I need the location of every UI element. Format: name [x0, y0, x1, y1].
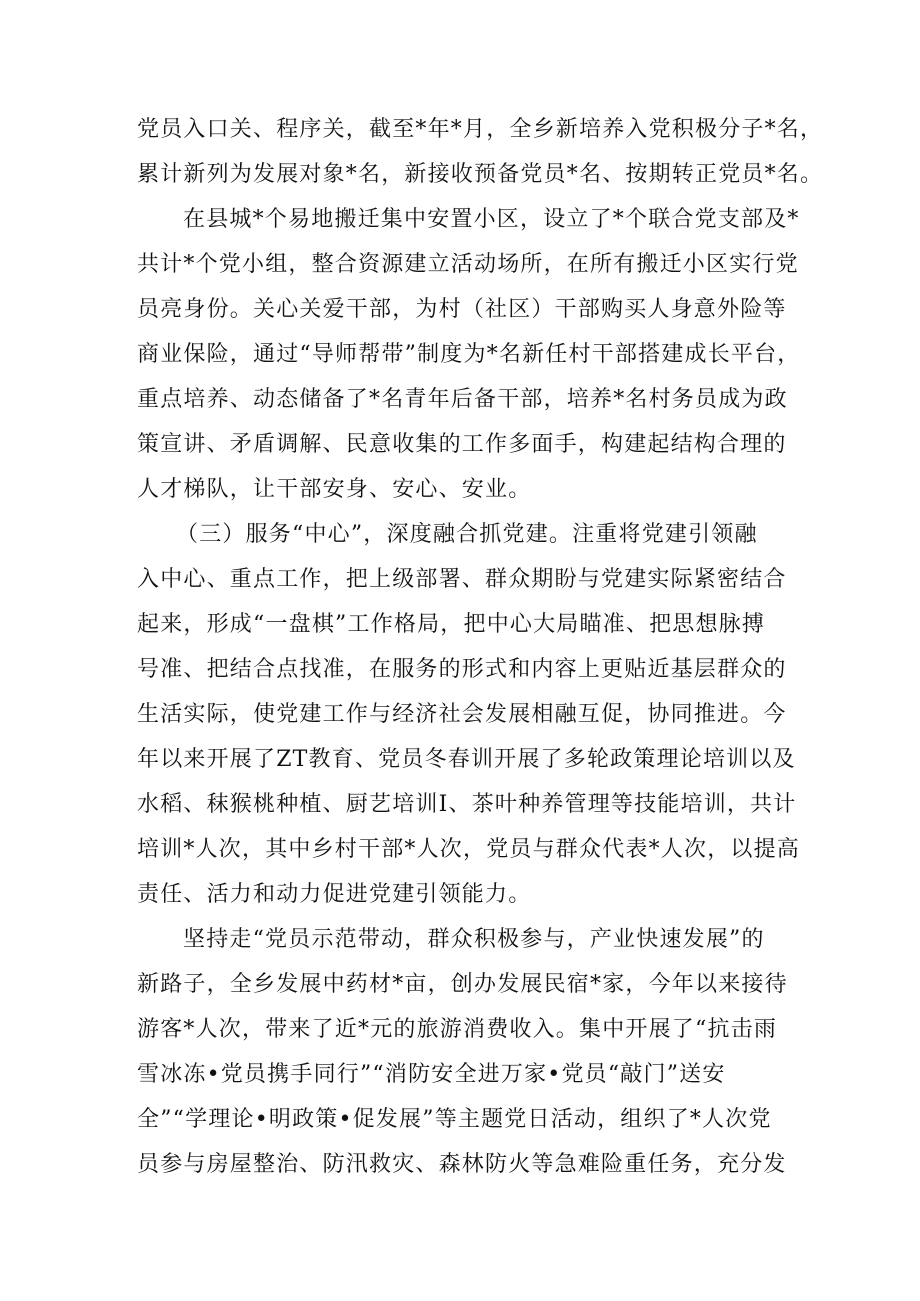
text-line: 坚持走“党员示范带动，群众积极参与，产业快速发展”的 [183, 927, 765, 952]
text-line: 员亮身份。关心关爱干部，为村（社区）干部购买人身意外险等 [137, 297, 787, 322]
text-line: 生活实际，使党建工作与经济社会发展相融互促，协同推进。今 [137, 702, 787, 727]
text-line: 党员入口关、程序关，截至*年*月，全乡新培养入党积极分子*名， [137, 117, 824, 142]
text-line: 年以来开展了ZT教育、党员冬春训开展了多轮政策理论培训以及 [137, 747, 796, 772]
text-line: 起来，形成“一盘棋”工作格局，把中心大局瞄准、把思想脉搏 [137, 612, 766, 637]
text-line: 员参与房屋整治、防汛救灾、森林防火等急难险重任务，充分发 [137, 1152, 787, 1177]
text-line: 培训*人次，其中乡村干部*人次，党员与群众代表*人次，以提高 [137, 837, 801, 862]
text-line: 入中心、重点工作，把上级部署、群众期盼与党建实际紧密结合 [137, 567, 787, 592]
text-line: 重点培养、动态储备了*名青年后备干部，培养*名村务员成为政 [137, 387, 788, 412]
text-line: 号准、把结合点找准，在服务的形式和内容上更贴近基层群众的 [137, 657, 787, 682]
text-line: 雪冰冻•党员携手同行”“消防安全进万家•党员“敲门”送安 [137, 1062, 726, 1087]
section-heading-line: （三）服务“中心”，深度融合抓党建。注重将党建引领融 [176, 522, 758, 547]
text-line: 策宣讲、矛盾调解、民意收集的工作多面手，构建起结构合理的 [137, 432, 787, 457]
text-line: 人才梯队，让干部安身、安心、安业。 [137, 477, 532, 502]
text-line: 责任、活力和动力促进党建引领能力。 [137, 882, 532, 907]
text-line: 商业保险，通过“导师帮带”制度为*名新任村干部搭建成长平台， [137, 342, 801, 367]
text-line: 新路子，全乡发展中药材*亩，创办发展民宿*家，今年以来接待 [137, 972, 788, 997]
text-line: 水稻、秣猴桃种植、厨艺培训I、茶叶种养管理等技能培训，共计 [137, 792, 797, 817]
text-line: 全”“学理论•明政策•促发展”等主题党日活动，组织了*人次党 [137, 1107, 772, 1132]
text-line: 在县城*个易地搬迁集中安置小区，设立了*个联合党支部及* [183, 207, 800, 232]
text-line: 共计*个党小组，整合资源建立活动场所，在所有搬迁小区实行党 [137, 252, 799, 277]
text-line: 累计新列为发展对象*名，新接收预备党员*名、按期转正党员*名。 [137, 162, 824, 187]
text-line: 游客*人次，带来了近*元的旅游消费收入。集中开展了“抗击雨 [137, 1017, 778, 1042]
